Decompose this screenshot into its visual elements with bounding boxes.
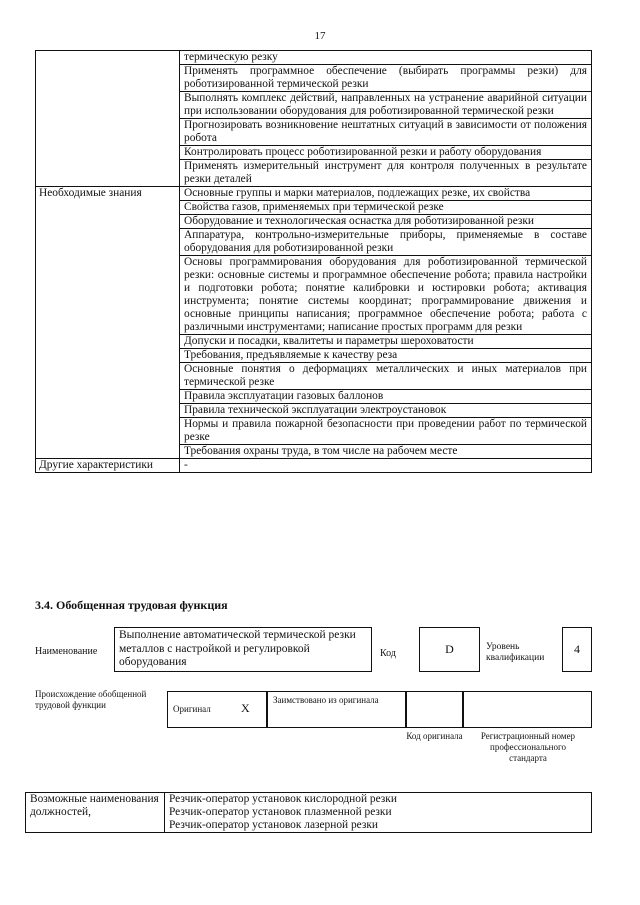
origin-label: Происхождение обобщенной трудовой функции [35, 689, 147, 710]
level-value-box [562, 627, 592, 672]
borrowed-box [267, 691, 406, 728]
name-label: Наименование [35, 646, 98, 657]
section-title: 3.4. Обобщенная трудовая функция [35, 598, 228, 612]
table-cell-text: Требования охраны труда, в том числе на рабочем месте [180, 445, 592, 459]
table-cell-text: Применять измерительный инструмент для контроля полученных в результате резки деталей [180, 160, 592, 187]
table-row [36, 187, 592, 201]
table-cell-text: Правила эксплуатации газовых баллонов [180, 390, 592, 404]
position-item: Резчик-оператор установок плазменной резки [169, 806, 392, 818]
table-cell-text: - [180, 459, 592, 473]
level-label: Уровень квалификации [486, 642, 545, 663]
original-mark: X [241, 701, 250, 715]
code-original-caption: Код оригинала [406, 731, 463, 741]
original-label: Оригинал [173, 704, 211, 714]
level-value: 4 [574, 642, 580, 656]
other-label-cell: Другие характеристики [36, 459, 180, 473]
reg-number-box [463, 691, 592, 728]
table-cell-text: Применять программное обеспечение (выбирать программы резки) для роботизированной термической резки [180, 65, 592, 92]
table-cell-text: Контролировать процесс роботизированной резки и работу оборудования [180, 146, 592, 160]
positions-table [25, 792, 592, 833]
table-cell-text: Нормы и правила пожарной безопасности при проведении работ по термической резке [180, 418, 592, 445]
knowledge-label-cell: Необходимые знания [36, 187, 180, 459]
name-value-box [114, 627, 372, 672]
position-item: Резчик-оператор установок лазерной резки [169, 819, 379, 831]
table-cell-text: термическую резку [180, 51, 592, 65]
table-cell-text: Выполнять комплекс действий, направленных на устранение аварийной ситуации при использовании оборудования для роботизированной термической резки [180, 92, 592, 119]
table-cell-text: Аппаратура, контрольно-измерительные приборы, применяемые в составе оборудования для роботизированной резки [180, 229, 592, 256]
original-box [167, 691, 267, 728]
table-cell-text: Основные понятия о деформациях металлических и иных материалов при термической резке [180, 363, 592, 390]
name-value: Выполнение автоматической термической резки металлов с настройкой и регулировкой оборудования [119, 629, 356, 668]
code-label: Код [380, 648, 396, 659]
page-number: 17 [314, 30, 326, 42]
table-cell-text: Основы программирования оборудования для роботизированной термической резки: основные системы и программное обеспечение робота; правила настройки и подготовки робота; понятие калибровки и юстировки робота; активация инструмента; понятие системы координат; программирование движения и основные принципы написания; программное обеспечение робота; работа с различными инструментами; написание простых программ для резки [180, 256, 592, 335]
table-cell-text: Основные группы и марки материалов, подлежащих резке, их свойства [180, 187, 592, 201]
table-cell-text: Допуски и посадки, квалитеты и параметры шероховатости [180, 335, 592, 349]
reg-number-caption: Регистрационный номер профессионального стандарта [480, 731, 576, 763]
skills-knowledge-table [35, 50, 592, 473]
position-item: Резчик-оператор установок кислородной резки [169, 793, 397, 805]
positions-label: Возможные наименования должностей, [26, 793, 165, 833]
table-cell-text: Правила технической эксплуатации электроустановок [180, 404, 592, 418]
table-cell-text: Оборудование и технологическая оснастка для роботизированной резки [180, 215, 592, 229]
table-row [36, 51, 592, 65]
code-value-box [419, 627, 480, 672]
code-original-box [406, 691, 463, 728]
skills-label-cell [36, 51, 180, 187]
table-cell-text: Прогнозировать возникновение нештатных ситуаций в зависимости от положения робота [180, 119, 592, 146]
code-value: D [445, 642, 454, 656]
borrowed-label: Заимствовано из оригинала [273, 695, 379, 705]
table-cell-text: Свойства газов, применяемых при термической резке [180, 201, 592, 215]
table-cell-text: Требования, предъявляемые к качеству реза [180, 349, 592, 363]
table-row [36, 459, 592, 473]
positions-list [165, 793, 592, 833]
